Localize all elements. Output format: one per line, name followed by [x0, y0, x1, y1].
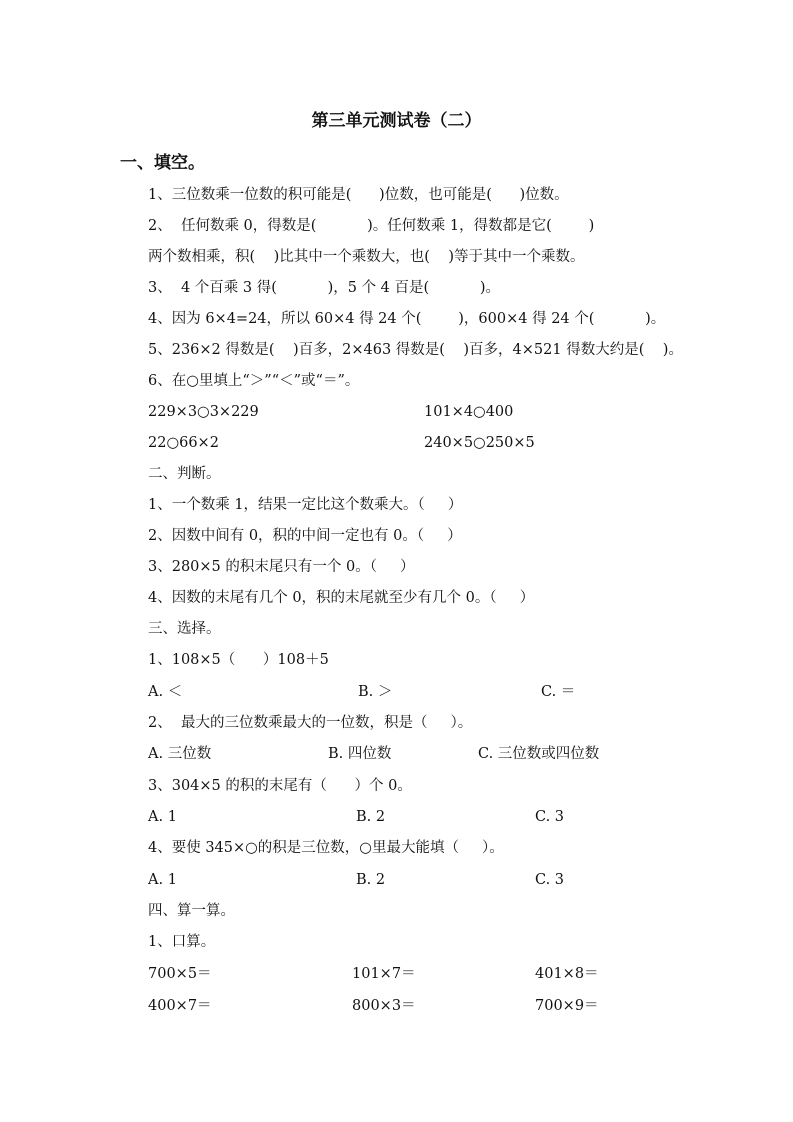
- question-3: 3、 4 个百乘 3 得( )，5 个 4 百是( )。: [148, 280, 501, 296]
- calc-item: 400×7＝: [148, 998, 212, 1014]
- calc-item: 401×8＝: [535, 966, 599, 982]
- choice-question: 2、 最大的三位数乘最大的一位数，积是（ ）。: [148, 715, 473, 731]
- choice-question: 4、要使 345×○的积是三位数，○里最大能填（ ）。: [148, 840, 504, 856]
- choice-option: C. 3: [535, 809, 565, 825]
- section-3-heading: 三、选择。: [148, 621, 221, 637]
- question-1: 1、三位数乘一位数的积可能是( )位数，也可能是( )位数。: [148, 187, 569, 203]
- choice-option: B. 2: [356, 872, 386, 888]
- choice-option: A. 1: [148, 809, 177, 825]
- compare-item: 240×5○250×5: [424, 435, 535, 451]
- calc-item: 101×7＝: [352, 966, 416, 982]
- page-title: 第三单元测试卷（二）: [311, 111, 482, 131]
- judge-item: 4、因数的末尾有几个 0，积的末尾就至少有几个 0。（ ）: [148, 590, 535, 606]
- section-4-heading: 四、算一算。: [148, 903, 235, 919]
- question-5: 5、236×2 得数是( )百多，2×463 得数是( )百多，4×521 得数大约是( )。: [148, 342, 683, 358]
- choice-option: C. ＝: [541, 684, 576, 700]
- calc-item: 700×5＝: [148, 966, 212, 982]
- choice-option: C. 三位数或四位数: [478, 746, 600, 762]
- choice-question: 1、108×5（ ）108＋5: [148, 652, 329, 668]
- choice-option: B. 四位数: [328, 746, 392, 762]
- choice-question: 3、304×5 的积的末尾有（ ）个 0。: [148, 778, 412, 794]
- section-1-heading: 一、填空。: [120, 153, 205, 173]
- compare-item: 229×3○3×229: [148, 404, 259, 420]
- compare-item: 101×4○400: [424, 404, 514, 420]
- choice-option: B. 2: [356, 809, 386, 825]
- judge-item: 1、一个数乘 1，结果一定比这个数乘大。（ ）: [148, 497, 463, 513]
- choice-option: A. ＜: [148, 684, 183, 700]
- compare-item: 22○66×2: [148, 435, 219, 451]
- choice-option: A. 三位数: [148, 746, 212, 762]
- section-2-heading: 二、判断。: [148, 466, 221, 482]
- question-2-continued: 两个数相乘，积( )比其中一个乘数大，也( )等于其中一个乘数。: [148, 249, 585, 265]
- sub-heading: 1、口算。: [148, 934, 216, 950]
- question-4: 4、因为 6×4=24，所以 60×4 得 24 个( )，600×4 得 24 个( )。: [148, 311, 666, 327]
- choice-option: C. 3: [535, 872, 565, 888]
- question-6: 6、在○里填上“＞”“＜”或“＝”。: [148, 373, 360, 389]
- calc-item: 800×3＝: [352, 998, 416, 1014]
- judge-item: 2、因数中间有 0，积的中间一定也有 0。（ ）: [148, 528, 462, 544]
- question-2: 2、 任何数乘 0，得数是( )。任何数乘 1，得数都是它( ): [148, 218, 595, 234]
- calc-item: 700×9＝: [535, 998, 599, 1014]
- choice-option: A. 1: [148, 872, 177, 888]
- choice-option: B. ＞: [358, 684, 393, 700]
- judge-item: 3、280×5 的积末尾只有一个 0。（ ）: [148, 559, 415, 575]
